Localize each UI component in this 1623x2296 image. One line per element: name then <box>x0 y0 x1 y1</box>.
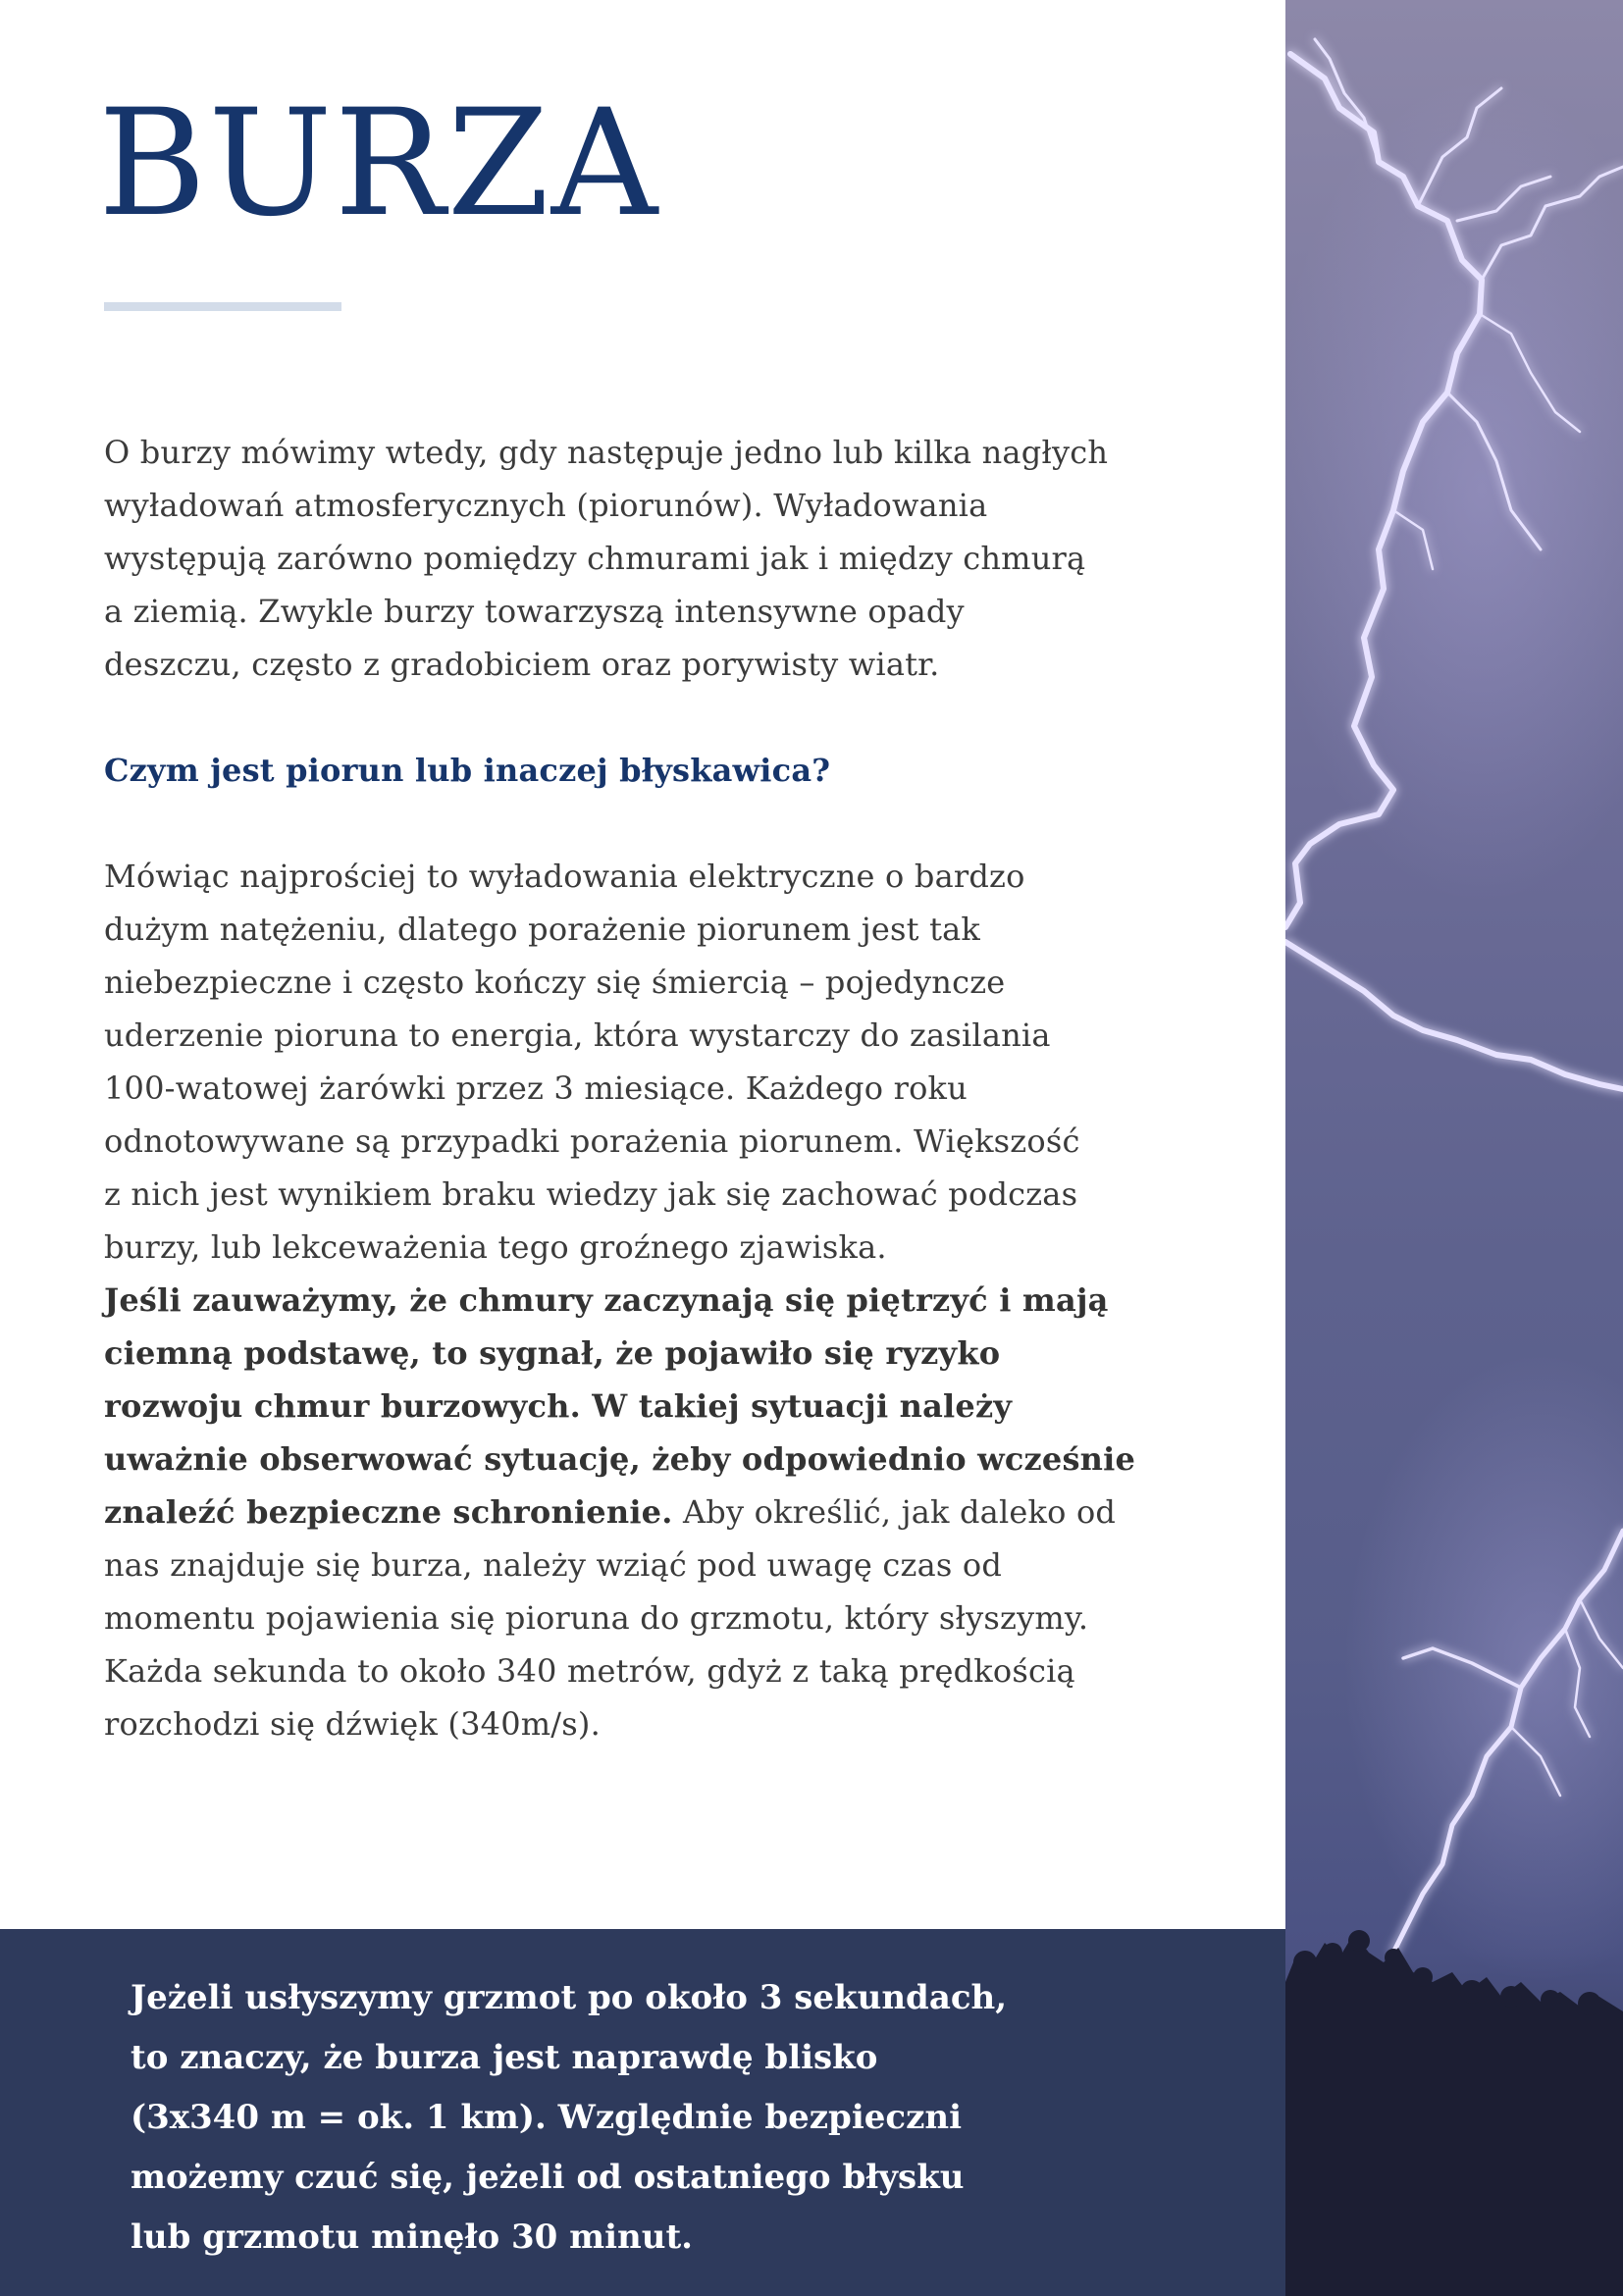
distance-line: nas znajduje się burza, należy wziąć pod uwagę czas od <box>104 1546 1003 1584</box>
body-line: niebezpieczne i często kończy się śmiercią – pojedyncze <box>104 964 1006 1001</box>
lightning-illustration <box>1285 0 1623 2296</box>
distance-line: momentu pojawienia się pioruna do grzmotu, który słyszymy. <box>104 1599 1089 1637</box>
intro-line: a ziemią. Zwykle burzy towarzyszą intensywne opady <box>104 593 965 630</box>
body-line: 100-watowej żarówki przez 3 miesiące. Każdego roku <box>104 1070 968 1107</box>
distance-line: Każda sekunda to około 340 metrów, gdyż z taką prędkością <box>104 1652 1075 1690</box>
body-line: burzy, lub lekceważenia tego groźnego zjawiska. <box>104 1228 887 1266</box>
warning-line: ciemną podstawę, to sygnał, że pojawiło się ryzyko <box>104 1334 1001 1372</box>
intro-line: O burzy mówimy wtedy, gdy następuje jedno lub kilka nagłych <box>104 434 1109 471</box>
spacer <box>104 691 1232 744</box>
warning-line: Jeśli zauważymy, że chmury zaczynają się piętrzyć i mają <box>104 1281 1109 1319</box>
title-underline <box>104 302 341 311</box>
callout-line: lub grzmotu minęło 30 minut. <box>131 2218 694 2257</box>
body-line: odnotowywane są przypadki porażenia piorunem. Większość <box>104 1122 1080 1160</box>
body-line: uderzenie pioruna to energia, która wystarczy do zasilania <box>104 1017 1051 1054</box>
callout-text <box>131 1968 1249 2268</box>
intro-line: występują zarówno pomiędzy chmurami jak i między chmurą <box>104 540 1086 577</box>
warning-line: rozwoju chmur burzowych. W takiej sytuacji należy <box>104 1387 1013 1425</box>
body-line: z nich jest wynikiem braku wiedzy jak się zachować podczas <box>104 1175 1078 1213</box>
spacer <box>104 797 1232 850</box>
mixed-line <box>104 1486 1232 1539</box>
distance-intro: Aby określić, jak daleko od <box>672 1493 1117 1531</box>
warning-line: uważnie obserwować sytuację, żeby odpowiednio wcześnie <box>104 1440 1136 1478</box>
warning-emphasis: znaleźć bezpieczne schronienie. <box>104 1493 673 1531</box>
intro-line: deszczu, często z gradobiciem oraz porywisty wiatr. <box>104 646 940 683</box>
body-line: Mówiąc najprościej to wyładowania elektryczne o bardzo <box>104 858 1025 895</box>
main-text <box>104 426 1232 1750</box>
section-heading: Czym jest piorun lub inaczej błyskawica? <box>104 752 831 789</box>
page-title: BURZA <box>98 78 660 249</box>
intro-line: wyładowań atmosferycznych (piorunów). Wyładowania <box>104 487 988 524</box>
callout-line: możemy czuć się, jeżeli od ostatniego błysku <box>131 2158 965 2197</box>
lightning-photo <box>1285 0 1623 2296</box>
distance-line: rozchodzi się dźwięk (340m/s). <box>104 1705 601 1743</box>
tree-silhouette <box>1285 1930 1623 2296</box>
callout-line: Jeżeli usłyszymy grzmot po około 3 sekundach, <box>131 1978 1008 2017</box>
body-line: dużym natężeniu, dlatego porażenie piorunem jest tak <box>104 911 981 948</box>
callout-line: to znaczy, że burza jest naprawdę blisko <box>131 2038 878 2077</box>
callout-line: (3x340 m = ok. 1 km). Względnie bezpieczni <box>131 2098 963 2137</box>
